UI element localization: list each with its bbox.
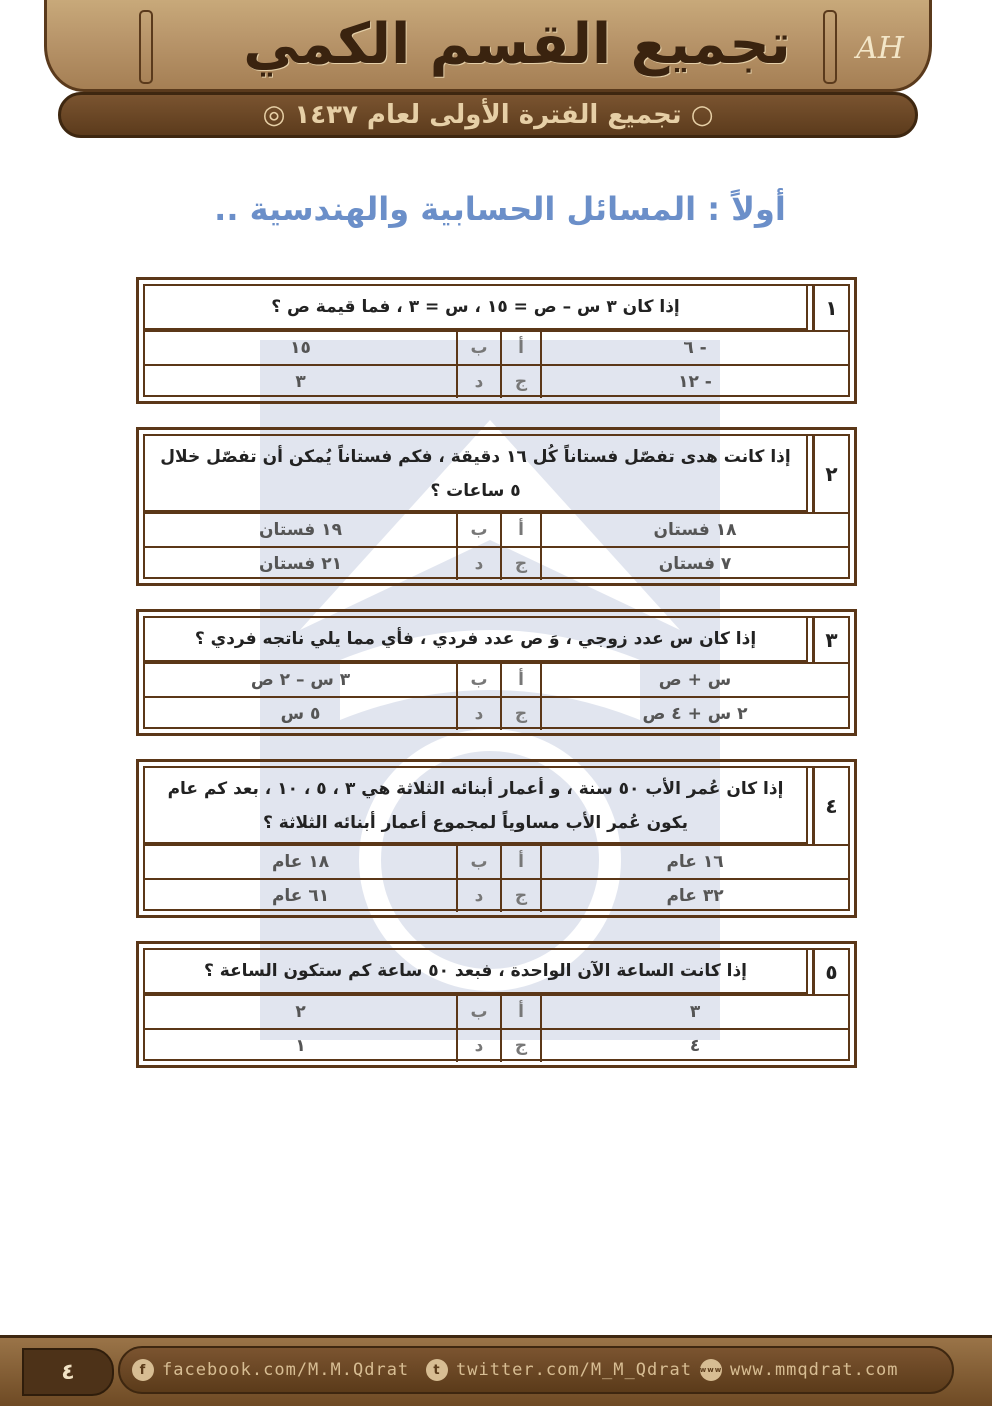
question-number: ٥ bbox=[812, 950, 848, 994]
option-a[interactable]: ١٨ فستان bbox=[653, 520, 737, 540]
question-number: ٤ bbox=[812, 768, 848, 844]
option-d[interactable]: ٦١ عام bbox=[271, 886, 330, 906]
question-number: ٢ bbox=[812, 436, 848, 512]
facebook-link[interactable] bbox=[132, 1359, 409, 1381]
answer-row-1 bbox=[145, 330, 848, 364]
option-c-letter: ج bbox=[500, 1030, 542, 1062]
question-number: ١ bbox=[812, 286, 848, 330]
answer-row-1 bbox=[145, 994, 848, 1028]
option-b[interactable]: ١٥ bbox=[290, 338, 311, 358]
option-b[interactable]: ٣ س – ٢ ص bbox=[250, 670, 351, 690]
facebook-url: facebook.com/M.M.Qdrat bbox=[162, 1360, 410, 1380]
option-b-letter: ب bbox=[456, 846, 500, 878]
question-card-3 bbox=[136, 609, 857, 736]
option-d[interactable]: ٢١ فستان bbox=[259, 554, 342, 574]
option-d-letter: د bbox=[456, 880, 500, 912]
question-card-5 bbox=[136, 941, 857, 1068]
option-c-letter: ج bbox=[500, 880, 542, 912]
answer-row-2 bbox=[145, 364, 848, 398]
option-a[interactable]: ٣ bbox=[689, 1002, 701, 1022]
globe-icon: www bbox=[700, 1359, 722, 1381]
option-a[interactable]: س + ص bbox=[658, 670, 732, 690]
option-d-letter: د bbox=[456, 366, 500, 398]
option-b-letter: ب bbox=[456, 996, 500, 1028]
answer-row-2 bbox=[145, 878, 848, 912]
option-d[interactable]: ٥ س bbox=[280, 704, 321, 724]
option-b-letter: ب bbox=[456, 332, 500, 364]
option-a-letter: أ bbox=[500, 664, 542, 696]
option-d[interactable]: ٣ bbox=[295, 372, 306, 392]
option-b-letter: ب bbox=[456, 514, 500, 546]
option-a-letter: أ bbox=[500, 514, 542, 546]
page-number: ٤ bbox=[22, 1348, 114, 1396]
option-d-letter: د bbox=[456, 698, 500, 730]
twitter-icon: t bbox=[426, 1359, 448, 1381]
option-c[interactable]: ٧ فستان bbox=[658, 554, 732, 574]
page-footer bbox=[0, 1335, 992, 1406]
option-a-letter: أ bbox=[500, 996, 542, 1028]
option-d-letter: د bbox=[456, 548, 500, 580]
option-a[interactable]: ١٦ عام bbox=[666, 852, 724, 872]
question-text: إذا كان عُمر الأب ٥٠ سنة ، و أعمار أبنائه الثلاثة هي ٣ ، ٥ ، ١٠ ، بعد كم عام يكون عُمر الأب مساوياً لمجموع أعمار أبنائه الثلاثة ؟ bbox=[145, 768, 808, 844]
question-text: إذا كانت الساعة الآن الواحدة ، فبعد ٥٠ ساعة كم ستكون الساعة ؟ bbox=[145, 950, 808, 994]
question-number: ٣ bbox=[812, 618, 848, 662]
option-c[interactable]: - ١٢ bbox=[678, 372, 712, 392]
twitter-link[interactable] bbox=[426, 1359, 692, 1381]
facebook-icon: f bbox=[132, 1359, 154, 1381]
option-c-letter: ج bbox=[500, 548, 542, 580]
option-b[interactable]: ٢ bbox=[295, 1002, 306, 1022]
answer-row-2 bbox=[145, 696, 848, 730]
answer-row-1 bbox=[145, 662, 848, 696]
brand-logo: AH bbox=[856, 30, 904, 66]
answer-row-2 bbox=[145, 1028, 848, 1062]
option-b-letter: ب bbox=[456, 664, 500, 696]
page-header bbox=[44, 0, 932, 140]
answer-row-2 bbox=[145, 546, 848, 580]
option-c[interactable]: ٢ س + ٤ ص bbox=[642, 704, 748, 724]
option-c[interactable]: ٤ bbox=[689, 1036, 701, 1056]
option-a[interactable]: - ٦ bbox=[683, 338, 707, 358]
answer-row-1 bbox=[145, 512, 848, 546]
question-text: إذا كان ٣ س – ص = ١٥ ، س = ٣ ، فما قيمة ص ؟ bbox=[145, 286, 808, 330]
header-banner bbox=[44, 0, 932, 92]
question-text: إذا كانت هدى تفصّل فستاناً كُل ١٦ دقيقة ، فكم فستاناً يُمكن أن تفصّل خلال ٥ ساعات ؟ bbox=[145, 436, 808, 512]
question-text: إذا كان س عدد زوجي ، وَ ص عدد فردي ، فأي مما يلي ناتجه فردي ؟ bbox=[145, 618, 808, 662]
section-title: أولاً : المسائل الحسابية والهندسية .. bbox=[214, 190, 786, 228]
header-subtitle: ○ تجميع الفترة الأولى لعام ١٤٣٧ ◎ bbox=[58, 92, 918, 138]
option-b[interactable]: ١٩ فستان bbox=[259, 520, 342, 540]
answer-row-1 bbox=[145, 844, 848, 878]
option-c-letter: ج bbox=[500, 366, 542, 398]
footer-links-bar bbox=[118, 1346, 954, 1394]
option-d[interactable]: ١ bbox=[295, 1036, 306, 1056]
option-a-letter: أ bbox=[500, 846, 542, 878]
option-a-letter: أ bbox=[500, 332, 542, 364]
ornament-left-icon bbox=[139, 10, 153, 84]
twitter-url: twitter.com/M_M_Qdrat bbox=[456, 1360, 692, 1380]
option-b[interactable]: ١٨ عام bbox=[271, 852, 330, 872]
website-url: www.mmqdrat.com bbox=[730, 1360, 899, 1380]
question-card-4 bbox=[136, 759, 857, 918]
question-card-2 bbox=[136, 427, 857, 586]
website-link[interactable] bbox=[700, 1359, 899, 1381]
option-d-letter: د bbox=[456, 1030, 500, 1062]
question-card-1 bbox=[136, 277, 857, 404]
option-c[interactable]: ٣٢ عام bbox=[666, 886, 724, 906]
header-title: تجميع القسم الكمي bbox=[243, 11, 791, 77]
option-c-letter: ج bbox=[500, 698, 542, 730]
